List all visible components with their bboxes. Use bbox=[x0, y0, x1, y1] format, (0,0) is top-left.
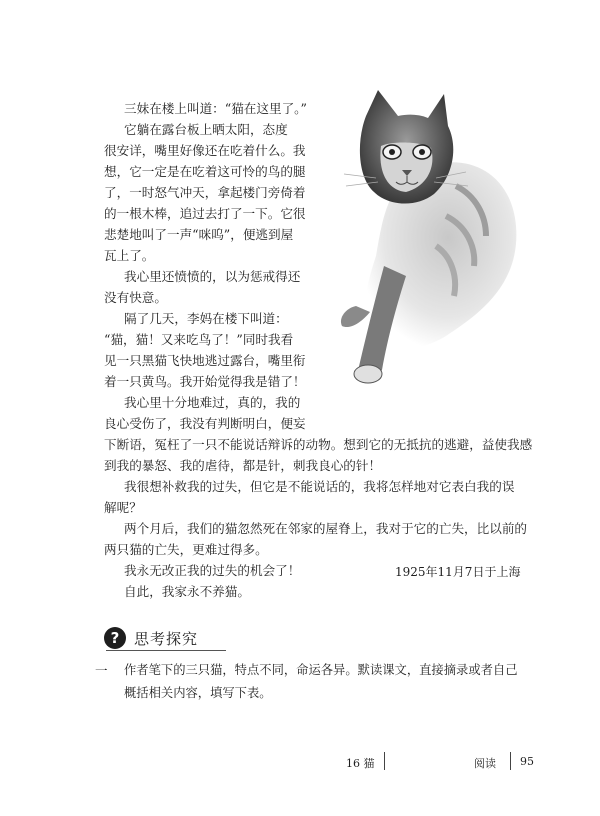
page-number: 95 bbox=[520, 755, 534, 768]
body-line: 见一只黑猫飞快地逃过露台，嘴里衔 bbox=[104, 353, 306, 368]
body-line: 悲楚地叫了一声“咪呜”，便逃到屋 bbox=[104, 227, 294, 242]
exercise-title: 思考探究 bbox=[134, 629, 199, 648]
footer-chapter: 16 猫 bbox=[346, 757, 375, 770]
heading-underline bbox=[106, 650, 226, 651]
body-line: 很安详，嘴里好像还在吃着什么。我 bbox=[104, 143, 306, 158]
body-line: 我心里十分地难过，真的，我的 bbox=[124, 395, 301, 410]
body-line: 下断语，冤枉了一只不能说话辩诉的动物。想到它的无抵抗的逃避，益使我感 bbox=[104, 437, 533, 452]
question-line: 概括相关内容，填写下表。 bbox=[124, 686, 272, 700]
body-line: 到我的暴怒、我的虐待，都是针，刺我良心的针！ bbox=[104, 458, 382, 473]
body-line: 没有快意。 bbox=[104, 290, 167, 305]
footer-section: 阅读 bbox=[474, 757, 496, 770]
body-line: 想，它一定是在吃着这可怜的鸟的腿 bbox=[104, 164, 306, 179]
question-icon: ? bbox=[104, 627, 126, 649]
exercise-heading bbox=[104, 625, 198, 651]
date-place-signature: 1925年11月7日于上海 bbox=[395, 565, 521, 579]
body-line: 着一只黄鸟。我开始觉得我是错了！ bbox=[104, 374, 306, 389]
body-line: 我很想补救我的过失，但它是不能说话的，我将怎样地对它表白我的误 bbox=[124, 479, 515, 494]
body-line: 自此，我家永不养猫。 bbox=[124, 584, 250, 599]
body-line: 我心里还愤愤的，以为惩戒得还 bbox=[124, 269, 301, 284]
body-line: 了，一时怒气冲天，拿起楼门旁倚着 bbox=[104, 185, 306, 200]
body-line: 的一根木棒，追过去打了一下。它很 bbox=[104, 206, 306, 221]
body-line: 解呢？ bbox=[104, 500, 142, 515]
question-line: 作者笔下的三只猫，特点不同，命运各异。默读课文，直接摘录或者自己 bbox=[124, 663, 518, 677]
body-line: 它躺在露台板上晒太阳，态度 bbox=[124, 122, 288, 137]
cat-photo bbox=[336, 86, 522, 386]
body-line: 三妹在楼上叫道：“猫在这里了。” bbox=[124, 101, 307, 116]
body-line: 两个月后，我们的猫忽然死在邻家的屋脊上，我对于它的亡失，比以前的 bbox=[124, 521, 527, 536]
footer-divider bbox=[510, 752, 511, 770]
body-line: 瓦上了。 bbox=[104, 248, 155, 263]
footer-divider bbox=[384, 752, 385, 770]
body-line: 良心受伤了，我没有判断明白，便妄 bbox=[104, 416, 306, 431]
body-line: 我永无改正我的过失的机会了！ bbox=[124, 563, 301, 578]
body-line: 隔了几天，李妈在楼下叫道： bbox=[124, 311, 288, 326]
body-line: “猫，猫！又来吃鸟了！”同时我看 bbox=[104, 332, 294, 347]
question-number: 一 bbox=[95, 663, 108, 678]
body-line: 两只猫的亡失，更难过得多。 bbox=[104, 542, 268, 557]
